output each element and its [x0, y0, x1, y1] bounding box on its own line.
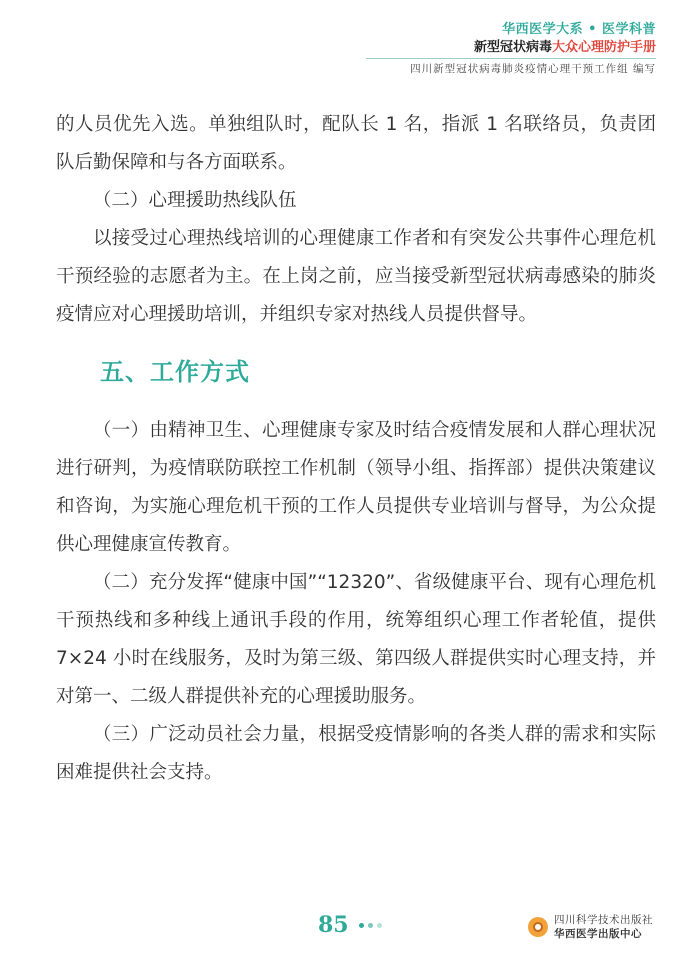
- book-title-part-2: 大众心理防护手册: [551, 40, 656, 56]
- section-heading: 五、工作方式: [100, 358, 250, 386]
- publisher-names: [554, 913, 653, 941]
- running-header: [410, 22, 656, 76]
- subheading-hotline-team: （二）心理援助热线队伍: [93, 190, 297, 211]
- publisher-name-2: 华西医学出版中心: [554, 928, 642, 940]
- dot-icon: [359, 923, 364, 928]
- publisher-logo-icon: [528, 917, 548, 937]
- publisher-name-1: 四川科学技术出版社: [554, 914, 653, 926]
- list-item-1: （一）由精神卫生、心理健康专家及时结合疫情发展和人群心理状况进行研判，为疫情联防联控工作机制（领导小组、指挥部）提供决策建议和咨询，为实施心理危机干预的工作人员提供专业培训与督导，为公众提供心理健康宣传教育。: [56, 420, 656, 555]
- publisher-block: [528, 913, 653, 941]
- paragraph-continued: 的人员优先入选。单独组队时，配队长 1 名，指派 1 名联络员，负责团队后勤保障和与各方面联系。: [56, 114, 656, 173]
- series-title: 华西医学大系 • 医学科普: [502, 22, 656, 37]
- book-title-part-1: 新型冠状病毒: [473, 40, 552, 56]
- dot-icon: [377, 923, 382, 928]
- page-dots-ornament: [359, 923, 382, 928]
- header-divider: [366, 58, 656, 59]
- editor-credit: 四川新型冠状病毒肺炎疫情心理干预工作组 编写: [410, 62, 656, 75]
- main-content: [56, 106, 656, 792]
- list-item-3: （三）广泛动员社会力量，根据受疫情影响的各类人群的需求和实际困难提供社会支持。: [56, 724, 656, 783]
- book-title: [410, 40, 656, 56]
- paragraph-hotline-team: 以接受过心理热线培训的心理健康工作者和有突发公共事件心理危机干预经验的志愿者为主。在上岗之前，应当接受新型冠状病毒感染的肺炎疫情应对心理援助培训，并组织专家对热线人员提供督导。: [56, 228, 656, 325]
- list-item-2: （二）充分发挥“健康中国”“12320”、省级健康平台、现有心理危机干预热线和多种线上通讯手段的作用，统筹组织心理工作者轮值，提供 7×24 小时在线服务，及时为第三级、第四级人群提供实时心理支持，并对第一、二级人群提供补充的心理援助服务。: [56, 572, 656, 707]
- page-number: 85: [318, 912, 349, 938]
- dot-icon: [368, 923, 373, 928]
